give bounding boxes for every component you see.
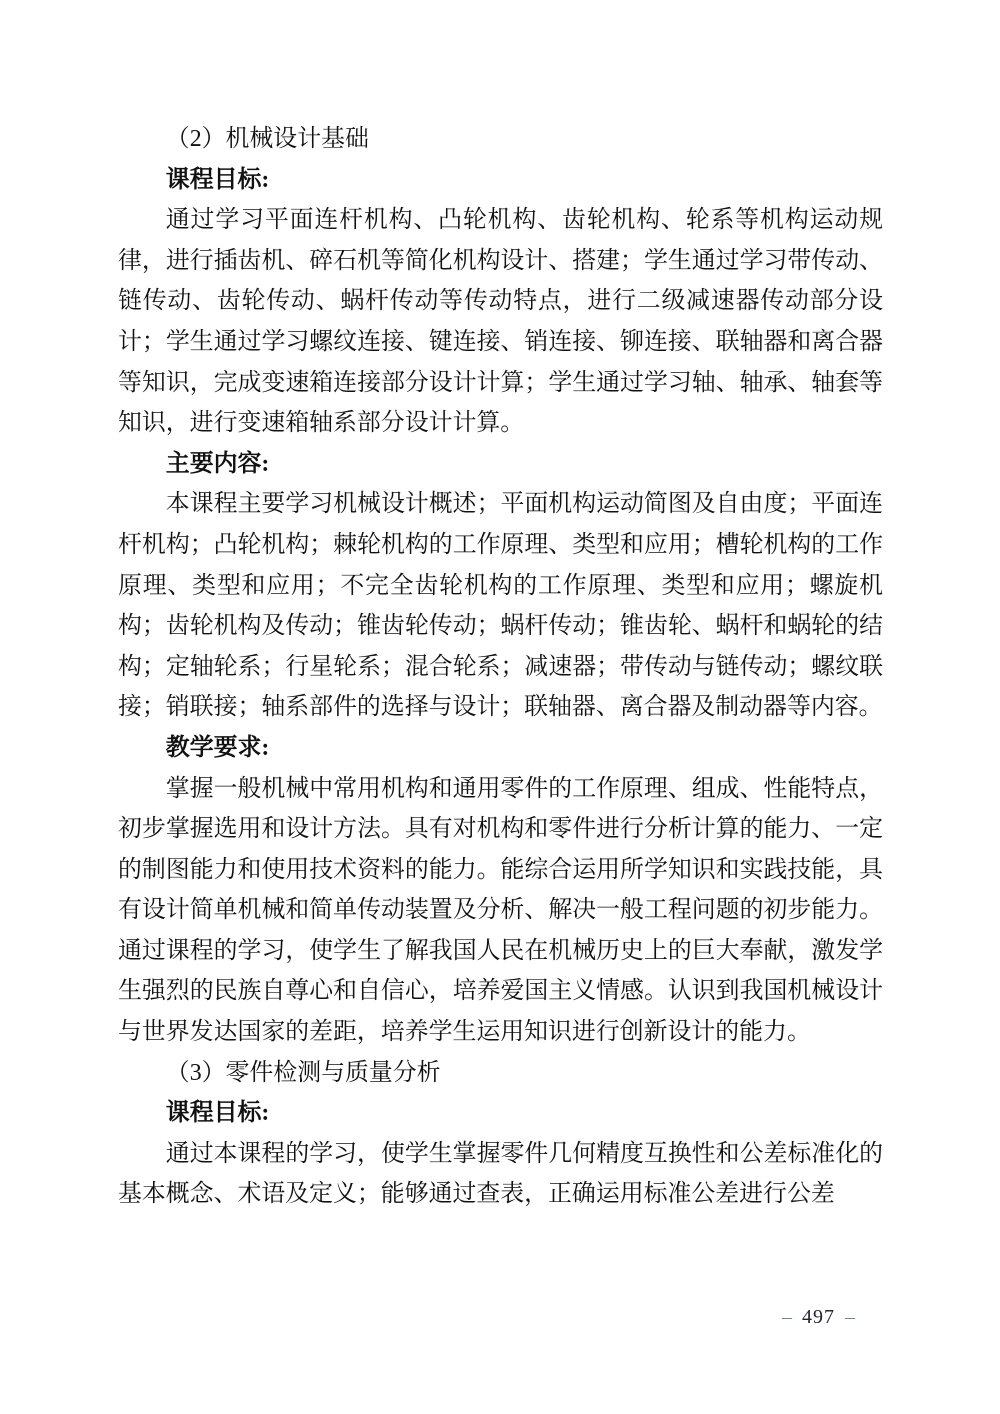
body-paragraph: 通过学习平面连杆机构、凸轮机构、齿轮机构、轮系等机构运动规律，进行插齿机、碎石机等简化机构设计、搭建；学生通过学习带传动、链传动、齿轮传动、蜗杆传动等传动特点，进行二级减速器传动部分设计；学生通过学习螺纹连接、键连接、销连接、铆连接、联轴器和离合器等知识，完成变速箱连接部分设计计算；学生通过学习轴、轴承、轴套等知识，进行变速箱轴系部分设计计算。 [118, 207, 883, 437]
document-body [118, 119, 883, 1215]
page-number-dash-right: – [845, 1306, 855, 1328]
section-heading: 课程目标: [165, 1100, 270, 1127]
section-heading: 教学要求: [165, 734, 270, 761]
list-item-heading: （2）机械设计基础 [165, 126, 369, 152]
section-heading: 主要内容: [165, 450, 270, 477]
body-paragraph: 掌握一般机械中常用机构和通用零件的工作原理、组成、性能特点，初步掌握选用和设计方法。具有对机构和零件进行分析计算的能力、一定的制图能力和使用技术资料的能力。能综合运用所学知识和实践技能，具有设计简单机械和简单传动装置及分析、解决一般工程问题的初步能力。通过课程的学习，使学生了解我国人民在机械历史上的巨大奉献，激发学生强烈的民族自尊心和自信心，培养爱国主义情感。认识到我国机械设计与世界发达国家的差距，培养学生运用知识进行创新设计的能力。 [118, 775, 883, 1046]
section-heading: 课程目标: [165, 166, 270, 193]
body-paragraph: 本课程主要学习机械设计概述；平面机构运动简图及自由度；平面连杆机构；凸轮机构；棘轮机构的工作原理、类型和应用；槽轮机构的工作原理、类型和应用；不完全齿轮机构的工作原理、类型和应用；螺旋机构；齿轮机构及传动；锥齿轮传动；蜗杆传动；锥齿轮、蜗杆和蜗轮的结构；定轴轮系；行星轮系；混合轮系；减速器；带传动与链传动；螺纹联接；销联接；轴系部件的选择与设计；联轴器、离合器及制动器等内容。 [118, 491, 883, 721]
body-paragraph: 通过本课程的学习，使学生掌握零件几何精度互换性和公差标准化的基本概念、术语及定义；能够通过查表，正确运用标准公差进行公差 [118, 1140, 883, 1208]
page-number [772, 1304, 865, 1330]
list-item-heading: （3）零件检测与质量分析 [165, 1059, 441, 1086]
page-number-dash-left: – [782, 1306, 792, 1328]
page-number-value: 497 [802, 1306, 835, 1328]
